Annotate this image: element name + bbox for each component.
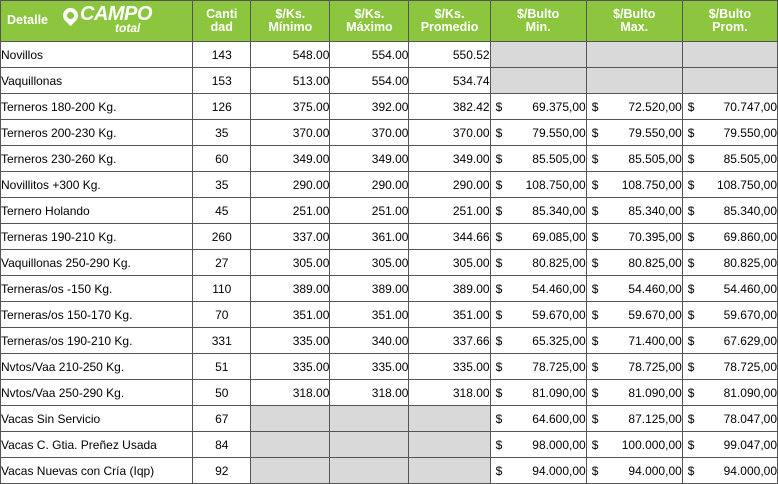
column-header-ks-promedio: [409, 1, 490, 42]
currency-symbol: $: [591, 463, 599, 478]
cell-detalle: Nvtos/Vaa 250-290 Kg.: [1, 380, 193, 406]
table-header: [1, 1, 778, 42]
currency-symbol: $: [495, 177, 503, 192]
table-row: [1, 68, 778, 94]
column-header-bulto-prom-line1: $/Bulto: [708, 6, 752, 21]
location-pin-icon: [60, 5, 81, 26]
table-row: [1, 406, 778, 432]
cell-bulto-prom: $ 81.090,00: [682, 380, 777, 406]
table-row: [1, 276, 778, 302]
cell-bulto-max: [586, 68, 682, 94]
currency-symbol: $: [495, 99, 503, 114]
cell-bulto-min: $ 80.825,00: [490, 250, 586, 276]
currency-symbol: $: [495, 463, 503, 478]
currency-symbol: $: [687, 437, 695, 452]
currency-symbol: $: [495, 151, 503, 166]
cell-ks-maximo: 389.00: [330, 276, 409, 302]
column-header-ks-minimo: [251, 1, 330, 42]
currency-symbol: $: [495, 255, 503, 270]
currency-symbol: $: [495, 203, 503, 218]
cell-detalle: Terneros 180-200 Kg.: [1, 94, 193, 120]
currency-symbol: $: [495, 411, 503, 426]
currency-symbol: $: [591, 411, 599, 426]
currency-symbol: $: [687, 203, 695, 218]
column-header-bulto-min: [490, 1, 586, 42]
currency-symbol: $: [495, 437, 503, 452]
cell-cantidad: 153: [193, 68, 251, 94]
cell-ks-maximo: [330, 432, 409, 458]
campo-total-logo: [63, 3, 173, 39]
cell-ks-minimo: 335.00: [251, 328, 330, 354]
cell-detalle: Terneros 230-260 Kg.: [1, 146, 193, 172]
cell-bulto-prom: $ 78.047,00: [682, 406, 777, 432]
cell-ks-promedio: 534.74: [409, 68, 490, 94]
cell-ks-maximo: 361.00: [330, 224, 409, 250]
currency-symbol: $: [591, 385, 599, 400]
currency-symbol: $: [591, 125, 599, 140]
cell-ks-maximo: 318.00: [330, 380, 409, 406]
cell-ks-promedio: 349.00: [409, 146, 490, 172]
currency-symbol: $: [687, 463, 695, 478]
cell-ks-promedio: 251.00: [409, 198, 490, 224]
cell-detalle: Novillos: [1, 42, 193, 68]
cell-bulto-max: $ 78.725,00: [586, 354, 682, 380]
cell-ks-promedio: 550.52: [409, 42, 490, 68]
table-row: [1, 198, 778, 224]
cell-cantidad: 35: [193, 172, 251, 198]
currency-symbol: $: [495, 385, 503, 400]
currency-symbol: $: [495, 229, 503, 244]
cell-bulto-min: $ 69.085,00: [490, 224, 586, 250]
cell-bulto-prom: $ 78.725,00: [682, 354, 777, 380]
cell-cantidad: 35: [193, 120, 251, 146]
cell-bulto-min: $ 85.340,00: [490, 198, 586, 224]
cell-detalle: Vaquillonas: [1, 68, 193, 94]
currency-symbol: $: [687, 151, 695, 166]
cell-cantidad: 50: [193, 380, 251, 406]
cell-ks-maximo: 554.00: [330, 42, 409, 68]
cell-bulto-max: $ 70.395,00: [586, 224, 682, 250]
cell-bulto-prom: $ 80.825,00: [682, 250, 777, 276]
cell-bulto-min: $ 79.550,00: [490, 120, 586, 146]
cell-bulto-prom: $ 99.047,00: [682, 432, 777, 458]
cell-cantidad: 260: [193, 224, 251, 250]
cell-ks-promedio: [409, 432, 490, 458]
cell-ks-minimo: [251, 432, 330, 458]
currency-symbol: $: [591, 177, 599, 192]
cell-bulto-max: $ 81.090,00: [586, 380, 682, 406]
column-header-ks-maximo-line2: Máximo: [346, 20, 393, 34]
cell-bulto-min: [490, 68, 586, 94]
cell-bulto-prom: $ 69.860,00: [682, 224, 777, 250]
currency-symbol: $: [687, 125, 695, 140]
cell-cantidad: 110: [193, 276, 251, 302]
table-row: [1, 380, 778, 406]
cell-ks-minimo: 548.00: [251, 42, 330, 68]
cell-bulto-prom: $ 54.460,00: [682, 276, 777, 302]
table-row: [1, 250, 778, 276]
cell-ks-promedio: 351.00: [409, 302, 490, 328]
cell-ks-minimo: 290.00: [251, 172, 330, 198]
cell-bulto-max: $ 85.340,00: [586, 198, 682, 224]
cell-bulto-prom: $ 94.000,00: [682, 458, 777, 484]
cell-bulto-max: $ 59.670,00: [586, 302, 682, 328]
cell-bulto-min: $ 69.375,00: [490, 94, 586, 120]
cell-cantidad: 70: [193, 302, 251, 328]
column-header-bulto-prom-line2: Prom.: [712, 20, 748, 34]
currency-symbol: $: [687, 99, 695, 114]
cell-bulto-max: $ 71.400,00: [586, 328, 682, 354]
table-row: [1, 42, 778, 68]
currency-symbol: $: [591, 359, 599, 374]
currency-symbol: $: [687, 385, 695, 400]
table-row: [1, 354, 778, 380]
cell-cantidad: 60: [193, 146, 251, 172]
currency-symbol: $: [687, 359, 695, 374]
currency-symbol: $: [591, 307, 599, 322]
column-header-bulto-max-line2: Max.: [620, 20, 649, 34]
currency-symbol: $: [687, 255, 695, 270]
currency-symbol: $: [687, 333, 695, 348]
cell-detalle: Ternero Holando: [1, 198, 193, 224]
cell-bulto-min: [490, 42, 586, 68]
cell-ks-promedio: 337.66: [409, 328, 490, 354]
cell-bulto-max: $ 100.000,00: [586, 432, 682, 458]
cell-bulto-min: $ 64.600,00: [490, 406, 586, 432]
cell-detalle: Nvtos/Vaa 210-250 Kg.: [1, 354, 193, 380]
column-header-cantidad-line2: dad: [210, 20, 233, 34]
cell-cantidad: 45: [193, 198, 251, 224]
column-header-ks-minimo-line1: $/Ks.: [275, 6, 306, 21]
currency-symbol: $: [687, 281, 695, 296]
cell-ks-promedio: 290.00: [409, 172, 490, 198]
cell-ks-minimo: 370.00: [251, 120, 330, 146]
cell-ks-maximo: 554.00: [330, 68, 409, 94]
table-row: [1, 172, 778, 198]
cell-ks-promedio: 370.00: [409, 120, 490, 146]
currency-symbol: $: [495, 125, 503, 140]
cell-detalle: Vacas Nuevas con Cría (Iqp): [1, 458, 193, 484]
currency-symbol: $: [591, 99, 599, 114]
cell-bulto-max: $ 80.825,00: [586, 250, 682, 276]
cell-bulto-max: $ 54.460,00: [586, 276, 682, 302]
cell-bulto-min: $ 94.000,00: [490, 458, 586, 484]
cell-bulto-max: $ 87.125,00: [586, 406, 682, 432]
currency-symbol: $: [687, 177, 695, 192]
table-body: [1, 42, 778, 484]
cell-bulto-max: [586, 42, 682, 68]
cell-ks-maximo: 351.00: [330, 302, 409, 328]
cell-ks-maximo: 251.00: [330, 198, 409, 224]
cell-cantidad: 331: [193, 328, 251, 354]
column-header-detalle: [1, 1, 193, 42]
column-header-bulto-max: [586, 1, 682, 42]
cell-ks-maximo: 335.00: [330, 354, 409, 380]
cell-detalle: Terneras 190-210 Kg.: [1, 224, 193, 250]
cell-bulto-min: $ 78.725,00: [490, 354, 586, 380]
cell-bulto-prom: $ 70.747,00: [682, 94, 777, 120]
currency-symbol: $: [687, 411, 695, 426]
cell-detalle: Terneras/os -150 Kg.: [1, 276, 193, 302]
cell-bulto-prom: $ 79.550,00: [682, 120, 777, 146]
cell-ks-maximo: 370.00: [330, 120, 409, 146]
cell-bulto-min: $ 81.090,00: [490, 380, 586, 406]
cell-ks-minimo: 335.00: [251, 354, 330, 380]
cell-ks-promedio: 389.00: [409, 276, 490, 302]
cell-ks-maximo: [330, 458, 409, 484]
cell-cantidad: 126: [193, 94, 251, 120]
cell-ks-promedio: 344.66: [409, 224, 490, 250]
cell-ks-maximo: 392.00: [330, 94, 409, 120]
cell-cantidad: 51: [193, 354, 251, 380]
cell-bulto-prom: [682, 68, 777, 94]
cell-cantidad: 84: [193, 432, 251, 458]
currency-symbol: $: [591, 333, 599, 348]
cell-bulto-prom: $ 85.505,00: [682, 146, 777, 172]
column-header-ks-promedio-line1: $/Ks.: [434, 6, 465, 21]
cell-ks-minimo: 337.00: [251, 224, 330, 250]
cell-bulto-min: $ 65.325,00: [490, 328, 586, 354]
column-header-cantidad: [193, 1, 251, 42]
cell-ks-maximo: 305.00: [330, 250, 409, 276]
cell-bulto-prom: [682, 42, 777, 68]
cell-ks-maximo: [330, 406, 409, 432]
cell-detalle: Vaquillonas 250-290 Kg.: [1, 250, 193, 276]
table-row: [1, 224, 778, 250]
cell-bulto-min: $ 54.460,00: [490, 276, 586, 302]
cell-ks-minimo: 349.00: [251, 146, 330, 172]
cell-bulto-min: $ 108.750,00: [490, 172, 586, 198]
cell-ks-minimo: 305.00: [251, 250, 330, 276]
column-header-bulto-prom: [682, 1, 777, 42]
cell-cantidad: 92: [193, 458, 251, 484]
currency-symbol: $: [591, 281, 599, 296]
currency-symbol: $: [591, 229, 599, 244]
cell-ks-promedio: 335.00: [409, 354, 490, 380]
logo-word-campo: CAMPO: [80, 3, 152, 25]
cell-bulto-prom: $ 67.629,00: [682, 328, 777, 354]
table-row: [1, 302, 778, 328]
currency-symbol: $: [591, 203, 599, 218]
cell-ks-minimo: 251.00: [251, 198, 330, 224]
cell-ks-minimo: 389.00: [251, 276, 330, 302]
cell-ks-minimo: 513.00: [251, 68, 330, 94]
column-header-bulto-max-line1: $/Bulto: [613, 6, 656, 21]
table-row: [1, 146, 778, 172]
cell-detalle: Vacas C. Gtia. Preñez Usada: [1, 432, 193, 458]
table-row: [1, 432, 778, 458]
cell-bulto-max: $ 94.000,00: [586, 458, 682, 484]
currency-symbol: $: [591, 437, 599, 452]
cell-bulto-max: $ 72.520,00: [586, 94, 682, 120]
cell-ks-minimo: 318.00: [251, 380, 330, 406]
column-header-ks-maximo-line1: $/Ks.: [354, 6, 385, 21]
currency-symbol: $: [687, 229, 695, 244]
cell-bulto-max: $ 79.550,00: [586, 120, 682, 146]
column-header-bulto-min-line2: Min.: [525, 20, 551, 34]
currency-symbol: $: [591, 151, 599, 166]
cell-detalle: Vacas Sin Servicio: [1, 406, 193, 432]
cell-bulto-max: $ 85.505,00: [586, 146, 682, 172]
cell-cantidad: 143: [193, 42, 251, 68]
currency-symbol: $: [495, 281, 503, 296]
cell-ks-promedio: [409, 458, 490, 484]
cell-bulto-max: $ 108.750,00: [586, 172, 682, 198]
cell-detalle: Terneras/os 150-170 Kg.: [1, 302, 193, 328]
table-row: [1, 120, 778, 146]
cell-bulto-prom: $ 85.340,00: [682, 198, 777, 224]
cell-detalle: Terneras/os 190-210 Kg.: [1, 328, 193, 354]
cell-ks-maximo: 349.00: [330, 146, 409, 172]
table-row: [1, 458, 778, 484]
cell-ks-minimo: 375.00: [251, 94, 330, 120]
cell-bulto-min: $ 98.000,00: [490, 432, 586, 458]
cell-bulto-min: $ 59.670,00: [490, 302, 586, 328]
cell-ks-minimo: 351.00: [251, 302, 330, 328]
column-header-cantidad-line1: Canti: [206, 6, 238, 21]
currency-symbol: $: [495, 359, 503, 374]
table-row: [1, 94, 778, 120]
cell-ks-promedio: 305.00: [409, 250, 490, 276]
column-header-detalle-label: Detalle: [7, 13, 48, 28]
currency-symbol: $: [687, 307, 695, 322]
currency-symbol: $: [591, 255, 599, 270]
cell-cantidad: 67: [193, 406, 251, 432]
cell-ks-minimo: [251, 458, 330, 484]
column-header-bulto-min-line1: $/Bulto: [516, 6, 560, 21]
cell-ks-promedio: [409, 406, 490, 432]
cell-ks-maximo: 290.00: [330, 172, 409, 198]
table-row: [1, 328, 778, 354]
header-row: [1, 1, 778, 42]
cell-ks-minimo: [251, 406, 330, 432]
cell-ks-promedio: 382.42: [409, 94, 490, 120]
logo-word-total: total: [115, 21, 141, 35]
column-header-ks-promedio-line2: Promedio: [420, 20, 479, 34]
cell-bulto-min: $ 85.505,00: [490, 146, 586, 172]
cell-bulto-prom: $ 108.750,00: [682, 172, 777, 198]
column-header-ks-maximo: [330, 1, 409, 42]
currency-symbol: $: [495, 333, 503, 348]
cell-bulto-prom: $ 59.670,00: [682, 302, 777, 328]
cell-cantidad: 27: [193, 250, 251, 276]
currency-symbol: $: [495, 307, 503, 322]
cell-ks-promedio: 318.00: [409, 380, 490, 406]
cell-ks-maximo: 340.00: [330, 328, 409, 354]
cell-detalle: Novillitos +300 Kg.: [1, 172, 193, 198]
column-header-ks-minimo-line2: Mínimo: [268, 20, 313, 34]
cell-detalle: Terneros 200-230 Kg.: [1, 120, 193, 146]
